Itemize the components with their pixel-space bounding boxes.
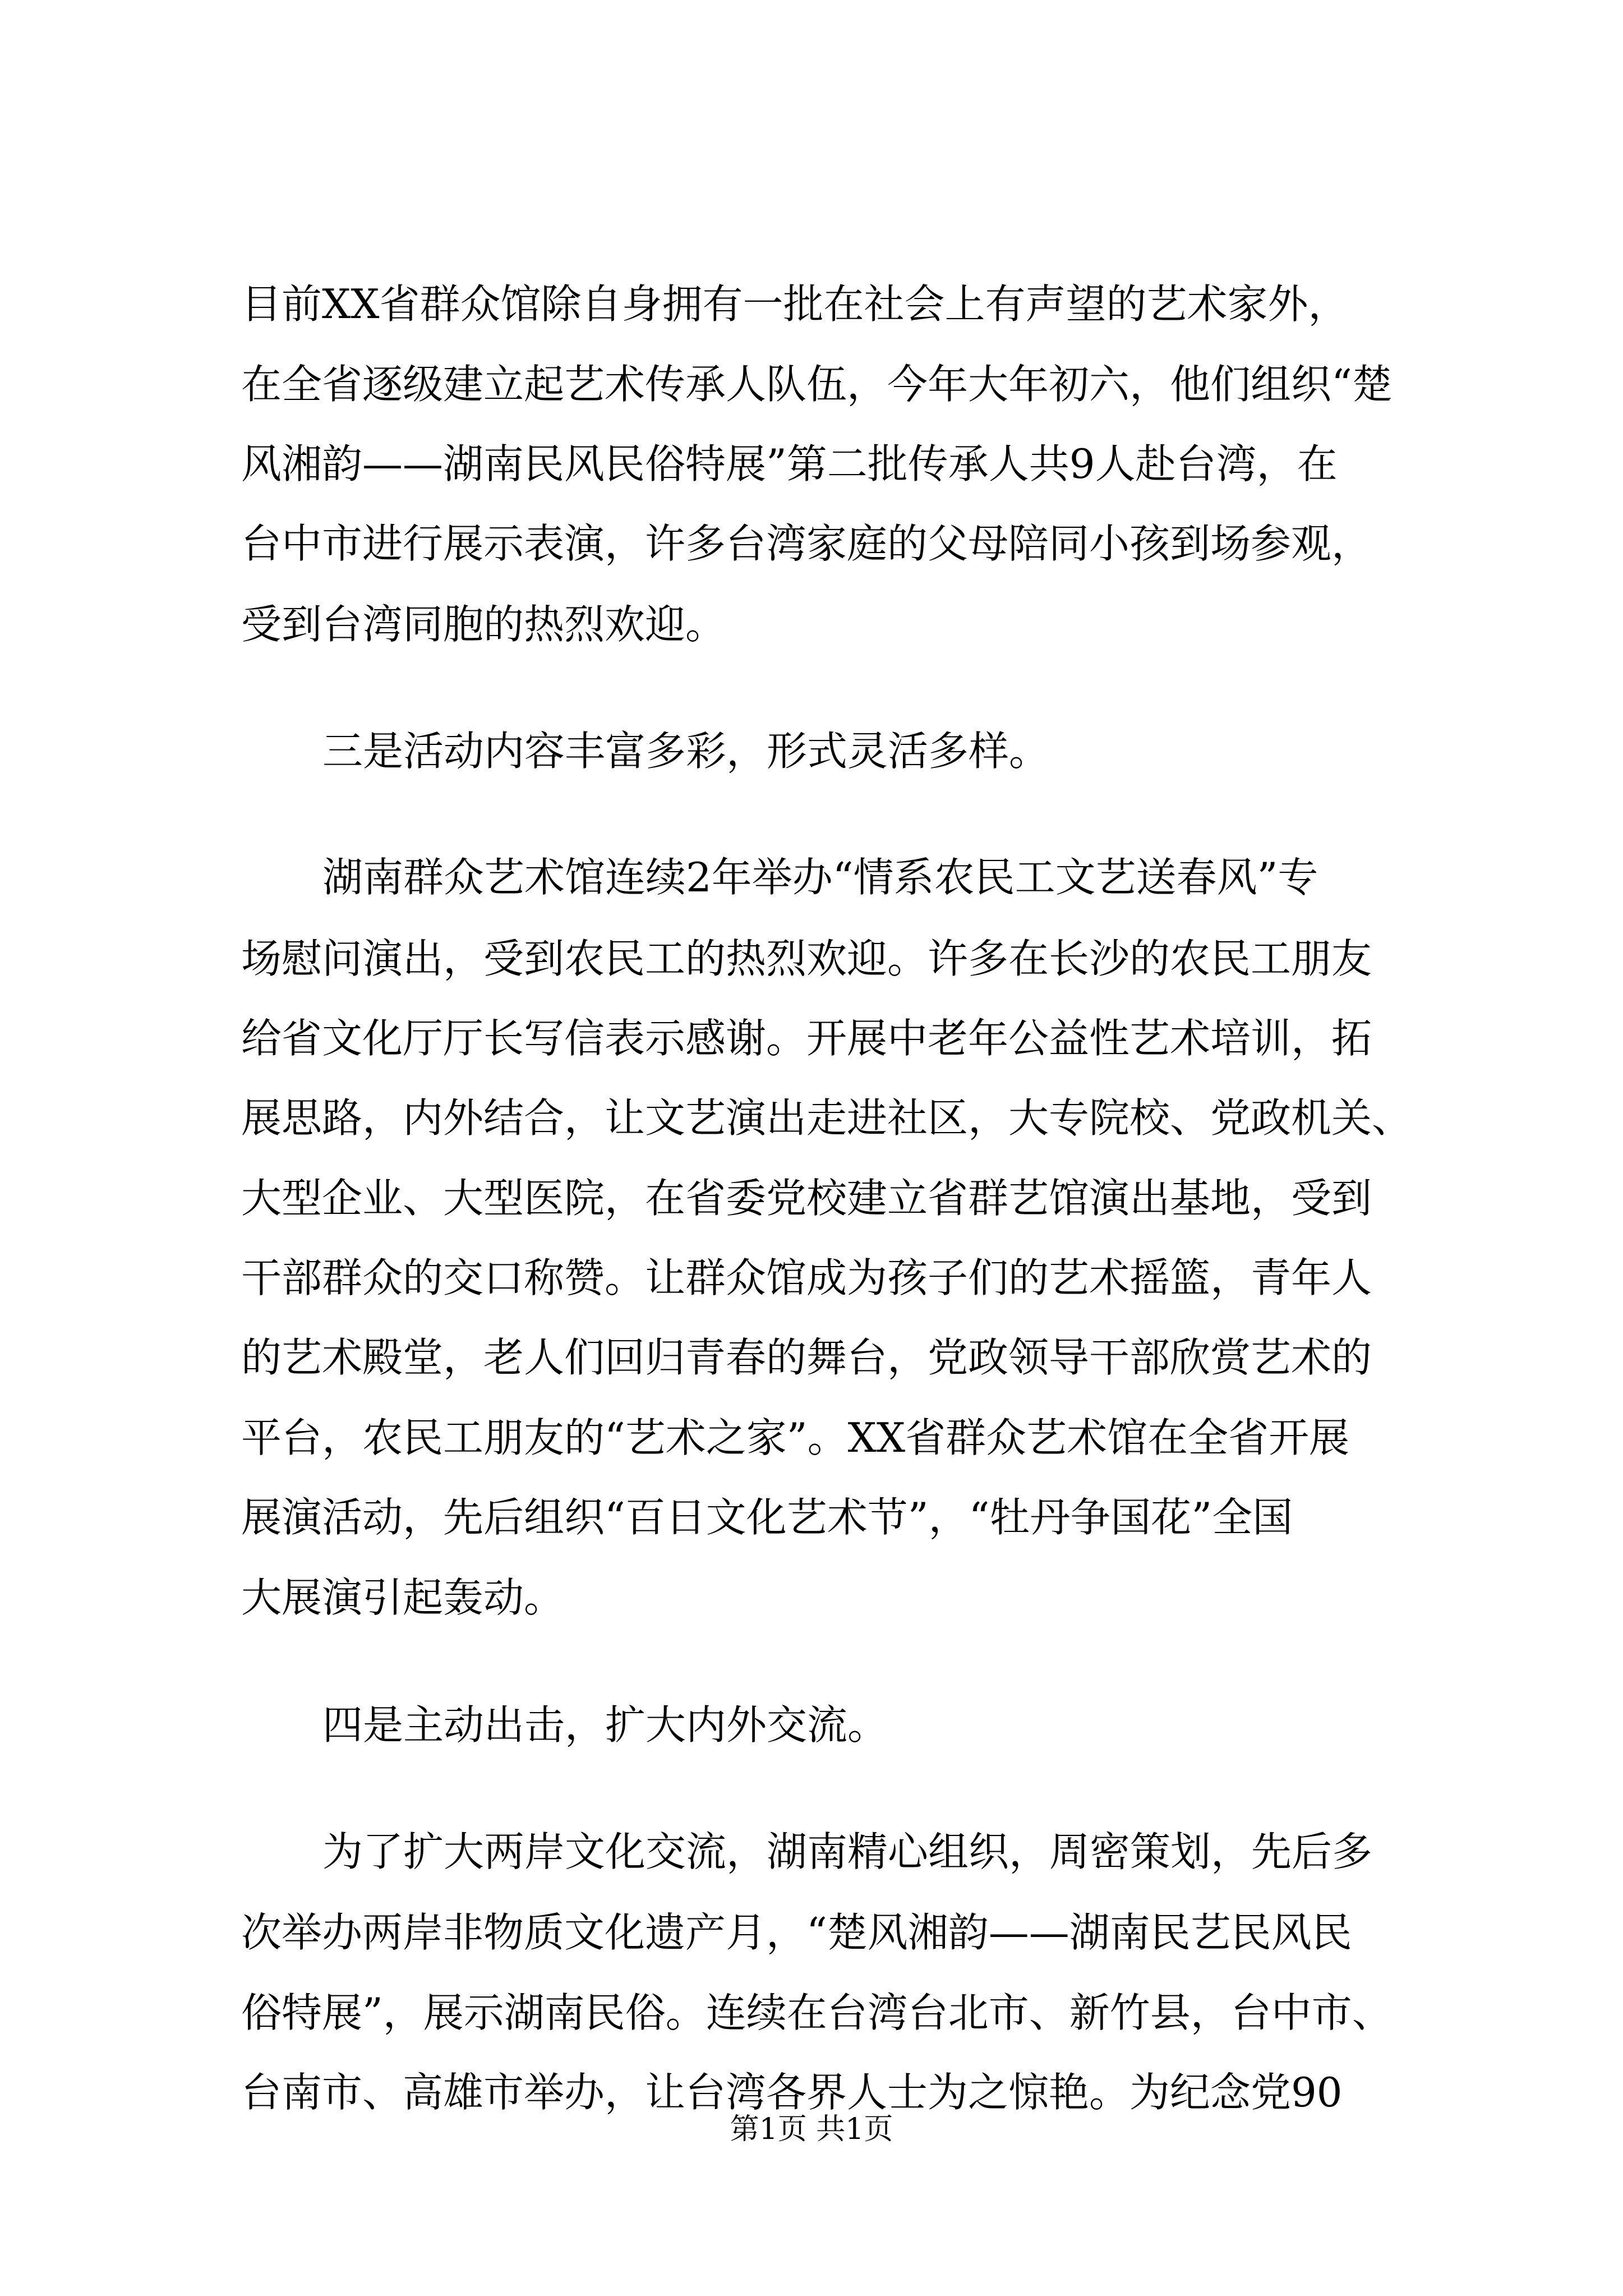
text-line: 大型企业、大型医院，在省委党校建立省群艺馆演出基地，受到 xyxy=(241,1175,1372,1222)
text-line: 平台，农民工朋友的“艺术之家”。XX省群众艺术馆在全省开展 xyxy=(241,1414,1350,1461)
text-line: 目前XX省群众馆除自身拥有一批在社会上有声望的艺术家外， xyxy=(241,280,1349,328)
text-line: 大展演引起轰动。 xyxy=(241,1574,565,1621)
text-line: 台南市、高雄市举办，让台湾各界人士为之惊艳。为纪念党90 xyxy=(241,2069,1343,2116)
text-line: 俗特展”，展示湖南民俗。连续在台湾台北市、新竹县，台中市、 xyxy=(241,1989,1393,2036)
text-line: 展演活动，先后组织“百日文化艺术节”，“牡丹争国花”全国 xyxy=(241,1494,1293,1541)
text-line: 次举办两岸非物质文化遗产月，“楚风湘韵——湖南民艺民风民 xyxy=(241,1909,1352,1956)
text-line: 台中市进行展示表演，许多台湾家庭的父母陪同小孩到场参观， xyxy=(241,520,1372,567)
text-line: 受到台湾同胞的热烈欢迎。 xyxy=(241,601,726,648)
text-line: 湖南群众艺术馆连续2年举办“情系农民工文艺送春风”专 xyxy=(322,854,1318,901)
text-line: 风湘韵——湖南民风民俗特展”第二批传承人共9人赴台湾，在 xyxy=(241,440,1338,487)
text-line: 展思路，内外结合，让文艺演出走进社区，大专院校、党政机关、 xyxy=(241,1094,1413,1142)
text-line: 场慰问演出，受到农民工的热烈欢迎。许多在长沙的农民工朋友 xyxy=(241,935,1372,982)
section-heading: 四是主动出击，扩大内外交流。 xyxy=(322,1701,888,1749)
text-line: 的艺术殿堂，老人们回归青春的舞台，党政领导干部欣赏艺术的 xyxy=(241,1334,1372,1381)
text-line: 给省文化厅厅长写信表示感谢。开展中老年公益性艺术培训，拓 xyxy=(241,1015,1372,1062)
page-footer: 第1页 共1页 xyxy=(730,2113,893,2146)
text-line: 干部群众的交口称赞。让群众馆成为孩子们的艺术摇篮，青年人 xyxy=(241,1254,1372,1301)
section-heading: 三是活动内容丰富多彩，形式灵活多样。 xyxy=(322,728,1050,775)
text-line: 为了扩大两岸文化交流，湖南精心组织，周密策划，先后多 xyxy=(322,1828,1373,1875)
text-line: 在全省逐级建立起艺术传承人队伍，今年大年初六，他们组织“楚 xyxy=(241,361,1393,408)
